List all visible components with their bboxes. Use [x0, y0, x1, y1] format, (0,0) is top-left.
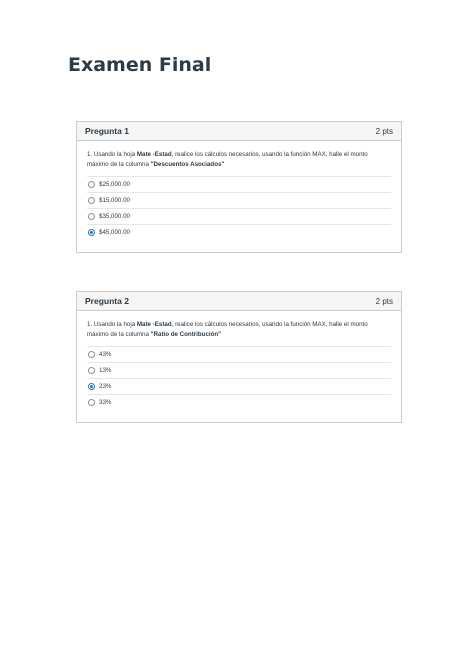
answer-option[interactable]: [87, 224, 391, 240]
answer-label: 13%: [99, 367, 112, 374]
question-body: [77, 311, 401, 410]
radio-button[interactable]: [88, 351, 95, 358]
page-title: Examen Final: [68, 54, 212, 76]
answer-label: 23%: [99, 383, 112, 390]
question-text-prefix: 1. Usando la hoja: [87, 321, 137, 328]
answer-list: [87, 176, 391, 240]
radio-button[interactable]: [88, 399, 95, 406]
question-sheet-name: Mate -Estad: [136, 321, 172, 328]
question-points: 2 pts: [375, 126, 393, 136]
answer-option[interactable]: [87, 362, 391, 378]
radio-button[interactable]: [88, 181, 95, 188]
question-header: [77, 122, 401, 141]
answer-option[interactable]: [87, 378, 391, 394]
answer-option[interactable]: [87, 176, 391, 192]
question-text-middle: , realice los cálculos necesarios, usando la función MAX, halle el monto máximo de la columna: [87, 321, 368, 338]
question-column-name: "Descuentos Asociados": [150, 160, 225, 168]
question-card-2: [76, 291, 402, 423]
question-name: Pregunta 1: [85, 126, 129, 136]
question-points: 2 pts: [375, 296, 393, 306]
question-header: [77, 292, 401, 311]
answer-option[interactable]: [87, 394, 391, 410]
answer-label: 43%: [99, 351, 112, 358]
question-name: Pregunta 2: [85, 296, 129, 306]
question-column-name: "Ratio de Contribución": [150, 330, 222, 338]
answer-label: 33%: [99, 399, 112, 406]
answer-option[interactable]: [87, 192, 391, 208]
answer-label: $45,000.00: [99, 229, 130, 236]
question-text: [87, 320, 391, 339]
question-text-prefix: 1. Usando la hoja: [87, 151, 137, 158]
answer-label: $25,000.00: [99, 181, 130, 188]
question-sheet-name: Mate -Estad: [136, 151, 172, 158]
question-body: [77, 141, 401, 240]
answer-label: $15,000.00: [99, 197, 130, 204]
radio-button[interactable]: [88, 213, 95, 220]
question-text: [87, 150, 391, 169]
answer-label: $35,000.00: [99, 213, 130, 220]
radio-button[interactable]: [88, 367, 95, 374]
answer-list: [87, 346, 391, 410]
question-card-1: [76, 121, 402, 253]
radio-button-selected[interactable]: [88, 229, 95, 236]
answer-option[interactable]: [87, 346, 391, 362]
radio-button-selected[interactable]: [88, 383, 95, 390]
question-text-middle: , realice los cálculos necesarios, usando la función MAX, halle el monto máximo de la columna: [87, 151, 368, 168]
radio-button[interactable]: [88, 197, 95, 204]
answer-option[interactable]: [87, 208, 391, 224]
